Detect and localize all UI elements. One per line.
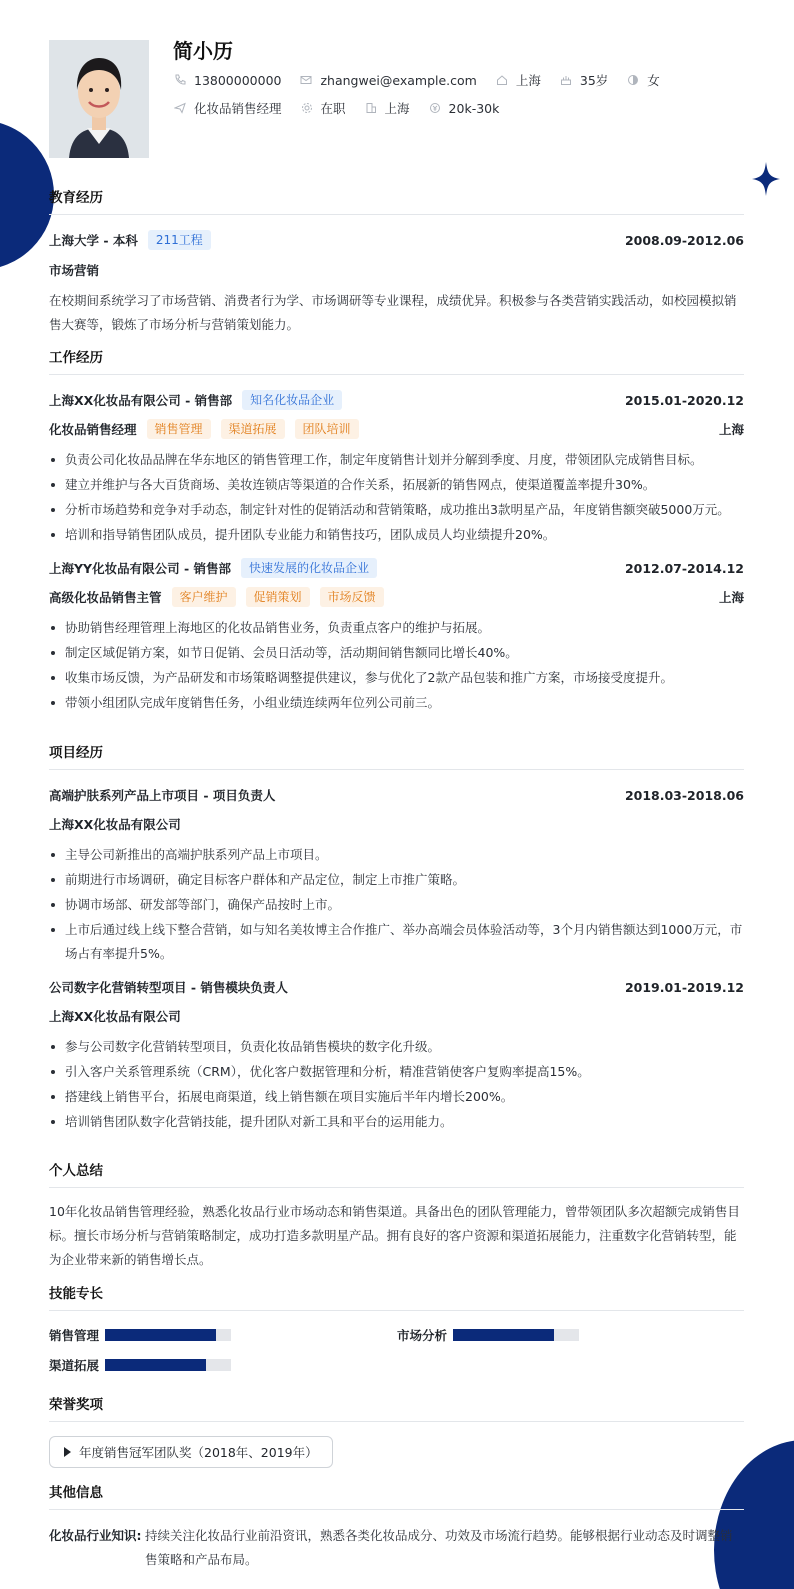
phone-item <box>173 73 281 88</box>
skill-bar <box>105 1359 231 1371</box>
school-tag: 211工程 <box>148 230 211 250</box>
target-city-item <box>364 99 410 117</box>
other-item <box>49 1524 744 1572</box>
section-title-education: 教育经历 <box>49 186 744 215</box>
skill-name: 市场分析 <box>397 1328 448 1343</box>
list-item: 上市后通过线上线下整合营销，如与知名美妆博主合作推广、举办高端会员体验活动等，3个月内销售额达到1000万元，市场占有率提升5%。 <box>49 918 744 966</box>
skill-tag: 客户维护 <box>172 587 236 607</box>
other-section <box>49 1481 744 1572</box>
company-name: 上海YY化妆品有限公司 - 销售部 <box>49 561 231 576</box>
project-company: 上海XX化妆品有限公司 <box>49 1009 181 1024</box>
email-value: zhangwei@example.com <box>320 72 477 88</box>
skill-item <box>397 1327 745 1343</box>
gender-icon <box>626 73 640 87</box>
list-item: 培训销售团队数字化营销技能，提升团队对新工具和平台的运用能力。 <box>49 1110 744 1134</box>
target-job-value: 化妆品销售经理 <box>194 101 282 116</box>
status-value: 在职 <box>320 101 346 116</box>
cake-icon <box>559 73 573 87</box>
email-item <box>299 73 476 88</box>
list-item: 制定区域促销方案，如节日促销、会员日活动等，活动期间销售额同比增长40%。 <box>49 641 744 665</box>
skill-bar <box>105 1329 231 1341</box>
skill-item <box>49 1357 397 1373</box>
education-desc: 在校期间系统学习了市场营销、消费者行为学、市场调研等专业课程，成绩优异。积极参与各类营销实践活动，如校园模拟销售大赛等，锻炼了市场分析与营销策划能力。 <box>49 293 737 332</box>
position-title: 化妆品销售经理 <box>49 422 137 437</box>
work-entry <box>49 387 744 547</box>
money-icon <box>428 101 442 115</box>
other-label: 化妆品行业知识: <box>49 1528 142 1543</box>
project-company: 上海XX化妆品有限公司 <box>49 817 181 832</box>
section-title-projects: 项目经历 <box>49 741 744 770</box>
city-value: 上海 <box>515 73 541 88</box>
honor-text: 年度销售冠军团队奖（2018年、2019年） <box>79 1445 318 1460</box>
project-date: 2018.03-2018.06 <box>624 787 744 803</box>
avatar <box>49 40 149 158</box>
list-item: 参与公司数字化营销转型项目，负责化妆品销售模块的数字化升级。 <box>49 1035 744 1059</box>
list-item: 培训和指导销售团队成员，提升团队专业能力和销售技巧，团队成员人均业绩提升20%。 <box>49 523 744 547</box>
skills-section <box>49 1282 744 1373</box>
list-item: 负责公司化妆品品牌在华东地区的销售管理工作，制定年度销售计划并分解到季度、月度，带领团队完成销售目标。 <box>49 448 744 472</box>
city-item <box>495 71 541 89</box>
list-item: 收集市场反馈，为产品研发和市场策略调整提供建议，参与优化了2款产品包装和推广方案，市场接受度提升。 <box>49 666 744 690</box>
skill-tag: 销售管理 <box>147 419 211 439</box>
skill-bar-fill <box>105 1359 206 1371</box>
company-name: 上海XX化妆品有限公司 - 销售部 <box>49 393 233 408</box>
skill-tag: 团队培训 <box>295 419 359 439</box>
status-item <box>300 99 346 117</box>
skill-item <box>49 1327 397 1343</box>
skill-name: 渠道拓展 <box>49 1358 100 1373</box>
building-icon <box>364 101 378 115</box>
project-name: 高端护肤系列产品上市项目 - 项目负责人 <box>49 788 276 803</box>
work-section <box>49 346 744 716</box>
section-title-skills: 技能专长 <box>49 1282 744 1311</box>
resume-header <box>49 0 744 200</box>
gender-value: 女 <box>647 73 660 88</box>
salary-item <box>428 101 500 116</box>
education-date: 2008.09-2012.06 <box>624 232 744 248</box>
list-item: 协调市场部、研发部等部门，确保产品按时上市。 <box>49 893 744 917</box>
work-location: 上海 <box>718 590 744 605</box>
education-section <box>49 186 744 337</box>
age-value: 35岁 <box>579 73 609 88</box>
gear-icon <box>300 101 314 115</box>
honors-section <box>49 1393 744 1468</box>
list-item: 分析市场趋势和竞争对手动态，制定针对性的促销活动和营销策略，成功推出3款明星产品，年度销售额突破5000万元。 <box>49 498 744 522</box>
phone-icon <box>173 73 187 87</box>
candidate-name: 简小历 <box>173 39 233 63</box>
sparkle-icon <box>752 162 780 196</box>
list-item: 主导公司新推出的高端护肤系列产品上市项目。 <box>49 843 744 867</box>
project-entry <box>49 782 744 966</box>
project-section <box>49 741 744 1135</box>
company-tag: 知名化妆品企业 <box>242 390 342 410</box>
skill-name: 销售管理 <box>49 1328 100 1343</box>
skill-tag: 渠道拓展 <box>221 419 285 439</box>
work-date: 2015.01-2020.12 <box>624 392 744 408</box>
phone-value: 13800000000 <box>194 72 282 88</box>
salary-value: 20k-30k <box>448 100 500 116</box>
send-icon <box>173 101 187 115</box>
skill-bar <box>453 1329 579 1341</box>
education-major: 市场营销 <box>49 263 100 278</box>
list-item: 协助销售经理管理上海地区的化妆品销售业务，负责重点客户的维护与拓展。 <box>49 616 744 640</box>
section-title-work: 工作经历 <box>49 346 744 375</box>
decorative-circle-left <box>0 120 54 270</box>
resume-page <box>49 0 744 1567</box>
gender-item <box>626 71 660 89</box>
age-item <box>559 71 608 89</box>
list-item: 建立并维护与各大百货商场、美妆连锁店等渠道的合作关系，拓展新的销售网点，使渠道覆盖率提升30%。 <box>49 473 744 497</box>
summary-text: 10年化妆品销售管理经验，熟悉化妆品行业市场动态和销售渠道。具备出色的团队管理能力，曾带领团队多次超额完成销售目标。擅长市场分析与营销策略制定，成功打造多款明星产品。拥有良好的客户资源和渠道拓展能力，注重数字化营销转型，能为企业带来新的销售增长点。 <box>49 1204 740 1267</box>
target-job-item <box>173 99 282 117</box>
section-title-honors: 荣誉奖项 <box>49 1393 744 1422</box>
work-location: 上海 <box>718 422 744 437</box>
education-entry-head <box>49 227 744 253</box>
work-date: 2012.07-2014.12 <box>624 560 744 576</box>
project-date: 2019.01-2019.12 <box>624 979 744 995</box>
list-item: 前期进行市场调研，确定目标客户群体和产品定位，制定上市推广策略。 <box>49 868 744 892</box>
section-title-other: 其他信息 <box>49 1481 744 1510</box>
work-entry <box>49 555 744 715</box>
summary-section <box>49 1159 744 1272</box>
school-name: 上海大学 - 本科 <box>49 233 138 248</box>
position-title: 高级化妆品销售主管 <box>49 590 162 605</box>
list-item: 搭建线上销售平台，拓展电商渠道，线上销售额在项目实施后半年内增长200%。 <box>49 1085 744 1109</box>
skill-tag: 促销策划 <box>246 587 310 607</box>
other-text: 持续关注化妆品行业前沿资讯，熟悉各类化妆品成分、功效及市场流行趋势。能够根据行业动态及时调整销售策略和产品布局。 <box>145 1528 733 1567</box>
company-tag: 快速发展的化妆品企业 <box>241 558 377 578</box>
list-item: 带领小组团队完成年度销售任务，小组业绩连续两年位列公司前三。 <box>49 691 744 715</box>
section-title-summary: 个人总结 <box>49 1159 744 1188</box>
skill-tag: 市场反馈 <box>320 587 384 607</box>
home-icon <box>495 73 509 87</box>
skill-bar-fill <box>105 1329 216 1341</box>
project-entry <box>49 974 744 1134</box>
honor-item <box>49 1436 333 1468</box>
mail-icon <box>299 73 313 87</box>
skill-bar-fill <box>453 1329 554 1341</box>
list-item: 引入客户关系管理系统（CRM），优化客户数据管理和分析，精准营销使客户复购率提高15%。 <box>49 1060 744 1084</box>
target-city-value: 上海 <box>384 101 410 116</box>
triangle-icon <box>64 1447 71 1457</box>
project-name: 公司数字化营销转型项目 - 销售模块负责人 <box>49 980 288 995</box>
